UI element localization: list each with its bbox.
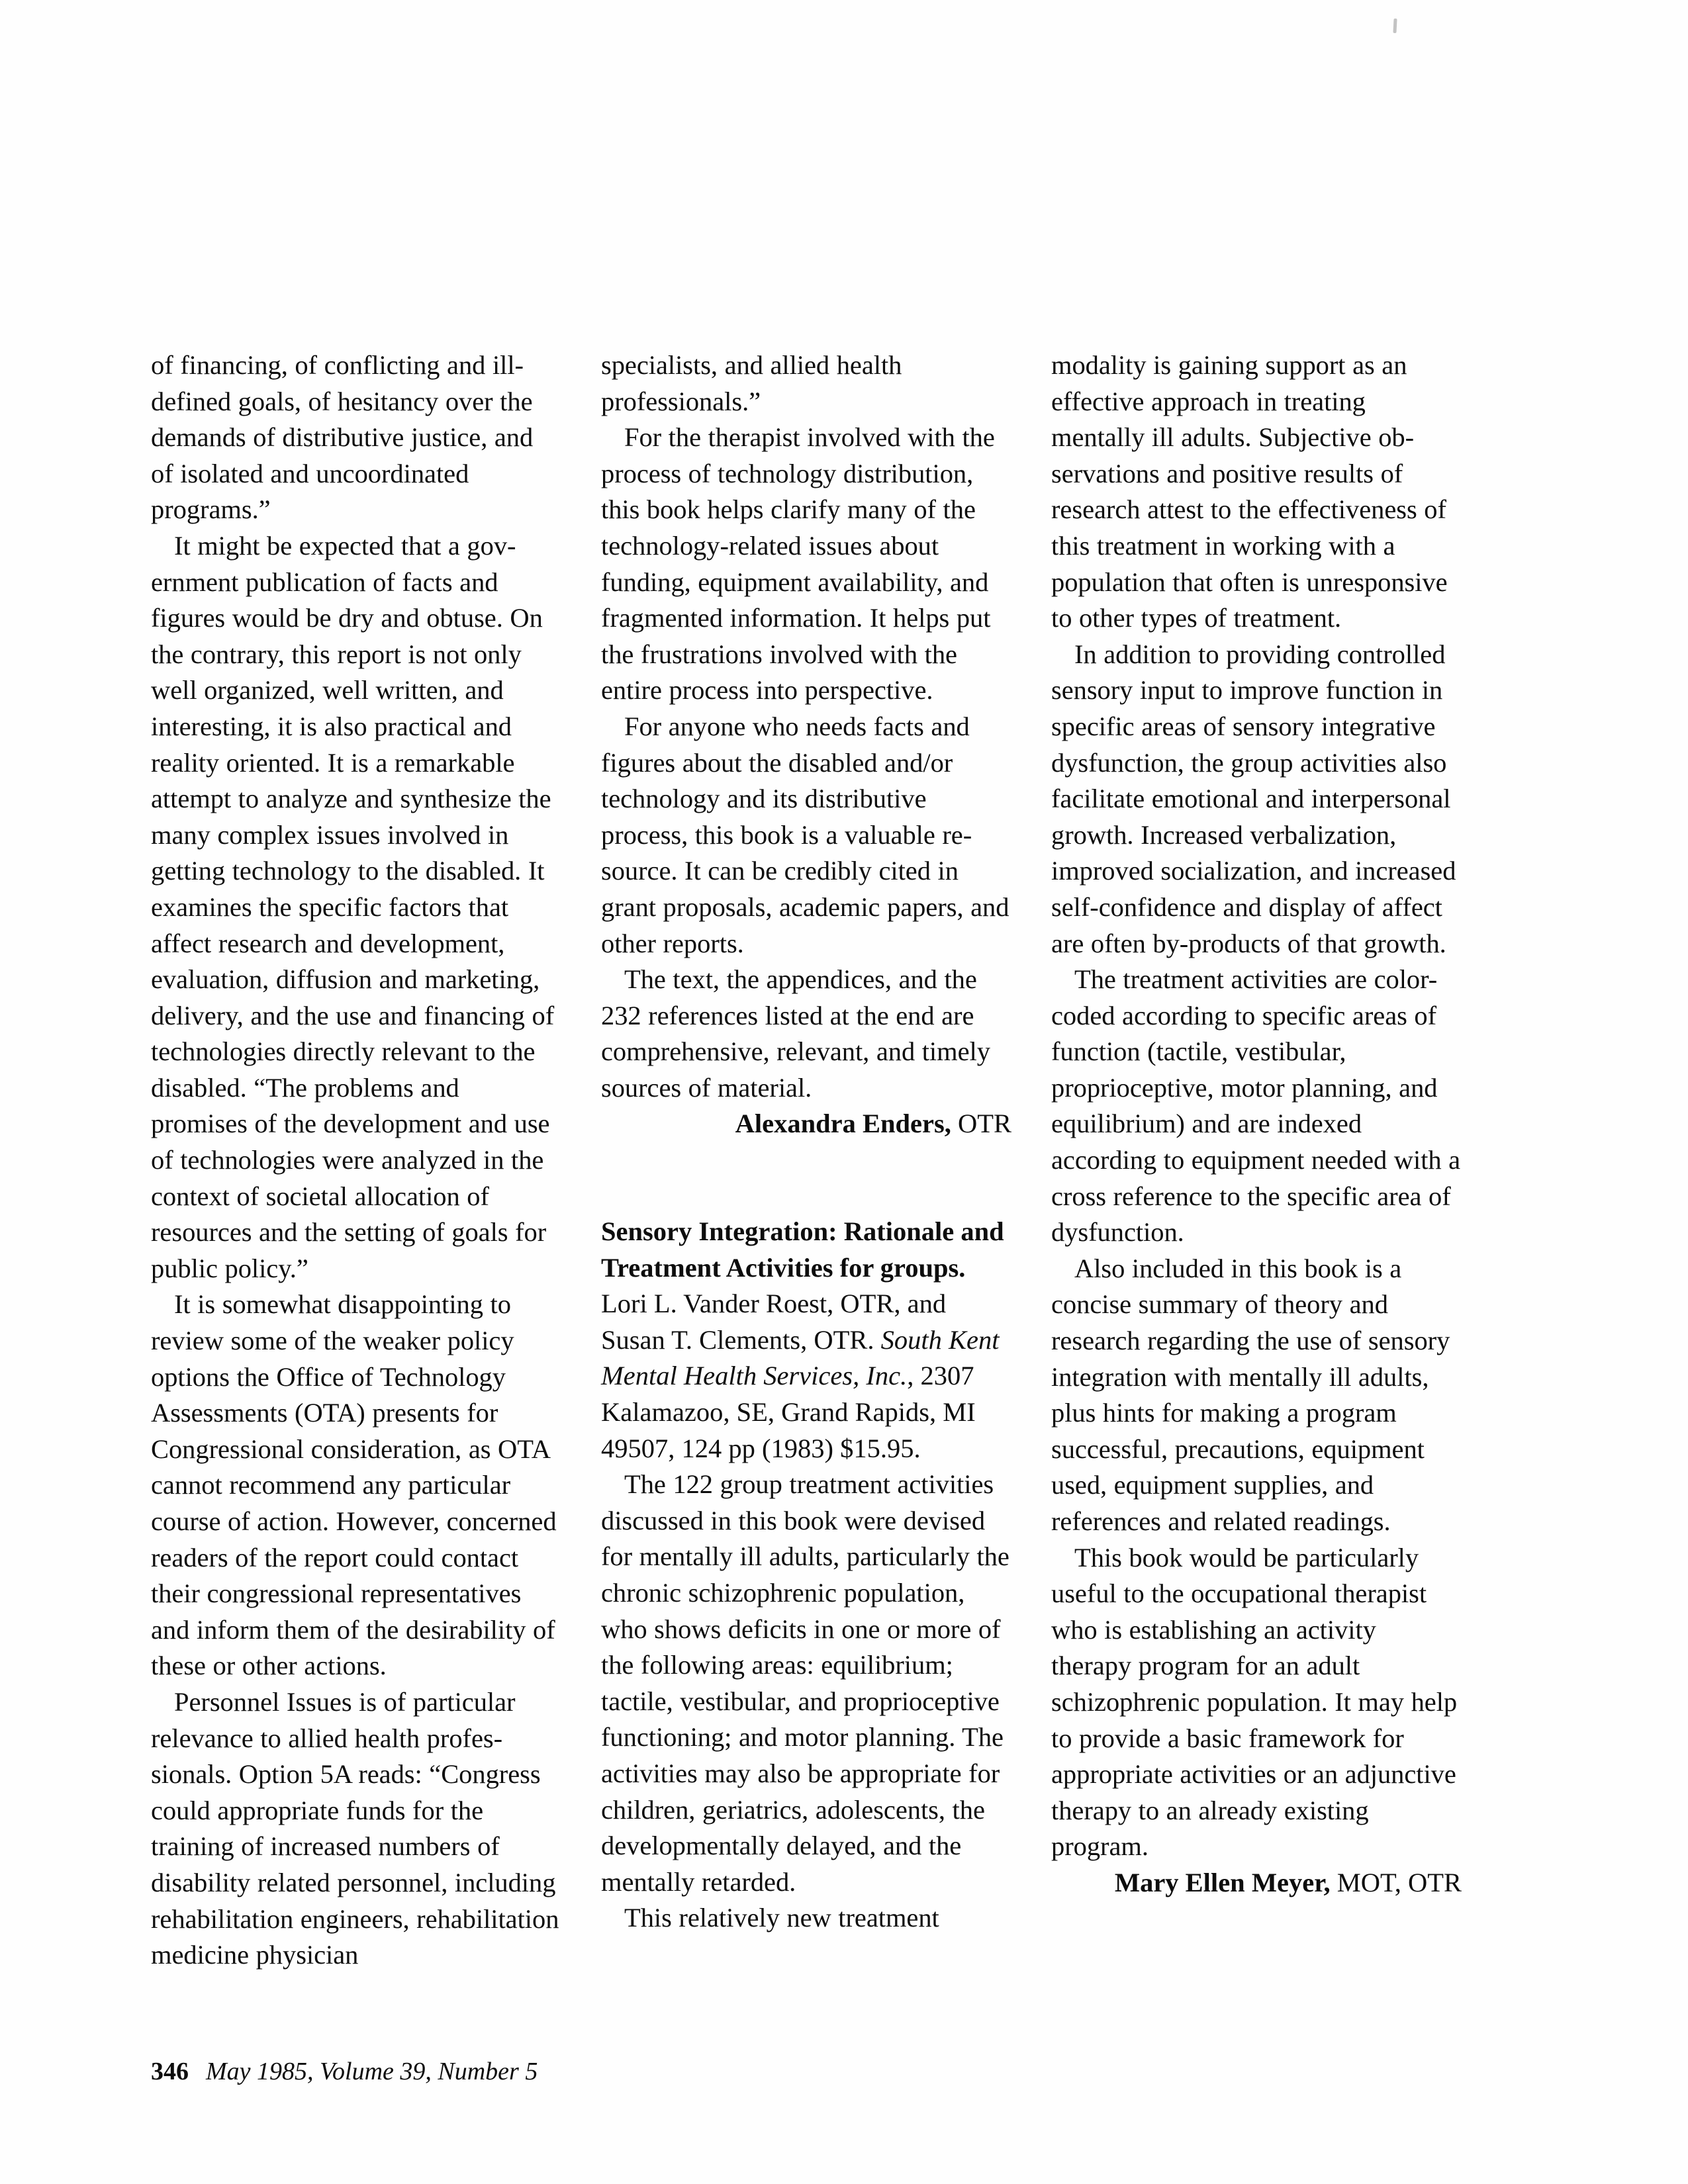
body-paragraph: For the therapist involved with the process of technology distribution, this book helps clarify many of the technology-related issues about funding, equipment availability, and fragmented information. It helps put the frustrations involved with the entire process into perspective. [601,422,995,705]
reviewer-credentials: OTR [951,1109,1011,1139]
section-spacer [601,1142,1011,1214]
body-paragraph: specialists, and allied health professionals.” [601,350,902,416]
body-paragraph: The 122 group treatment activities discussed in this book were devised for mentally ill adults, particularly the chronic schizophrenic population, who shows deficits in one or more of the following areas: equilibrium; tactile, vestibular, and proprioceptive functioning; and motor planning. The activities may also be appropriate for children, geriatrics, adolescents, the developmentally delayed, and the mentally retarded. [601,1469,1009,1897]
body-paragraph: For anyone who needs facts and figures about the disabled and/or technology and its distributive process, this book is a valuable resource. It can be credibly cited in grant proposals, academic papers, and other reports. [601,711,1009,958]
text-column-3 [1051,347,1462,1901]
body-paragraph: The text, the appendices, and the 232 references listed at the end are comprehensive, relevant, and timely sources of material. [601,964,990,1103]
text-column-1 [151,347,561,1974]
body-paragraph: modality is gaining support as an effective approach in treating mentally ill adults. Subjective observations and positive results of research attest to the effectiveness of this treatment in working with a population that often is unresponsive to other types of treatment. [1051,350,1448,633]
body-paragraph: of financing, of conflicting and ill-defined goals, of hesitancy over the demands of distributive justice, and of isolated and uncoordinated programs.” [151,350,534,525]
issue-citation: May 1985, Volume 39, Number 5 [206,2058,538,2085]
body-paragraph: This book would be particularly useful to the occupational therapist who is establishing an activity therapy program for an adult schizophrenic population. It may help to provide a basic framework for appropriate activities or an adjunctive therapy to an already existing program. [1051,1542,1458,1862]
body-paragraph: The treatment activities are color-coded according to specific areas of function (tactile, vestibular, proprioceptive, motor planning, and equilibrium) and are indexed according to equipment needed with a cross reference to the specific area of dysfunction. [1051,964,1461,1248]
book-publisher: South Kent Mental Health Services, Inc. [601,1324,1000,1391]
three-column-text-body [151,347,1541,1974]
book-title: Sensory Integration: Rationale and Treatment Activities for groups. [601,1216,1004,1283]
body-paragraph: Also included in this book is a concise summary of theory and research regarding the use of sensory integration with mentally ill adults, plus hints for making a program successful, precautions, equipment used, equipment supplies, and references and related readings. [1051,1253,1450,1536]
book-authors: Lori L. Vander Roest, OTR, and Susan T. Clements, OTR. [601,1289,947,1355]
reviewer-name: Alexandra Enders, [735,1109,951,1139]
reviewer-name: Mary Ellen Meyer, [1114,1867,1331,1897]
reviewer-byline [1051,1865,1462,1901]
book-review-heading [601,1214,1011,1467]
body-paragraph: It is somewhat disappointing to review some of the weaker policy options the Office of Technology Assessments (OTA) presents for Congressional consideration, as OTA cannot recommend any particular course of action. However, concerned readers of the report could contact their congressional representatives and inform them of the desirability of these or other actions. [151,1289,557,1681]
page-footer [151,2057,538,2086]
body-paragraph: This relatively new treatment [624,1903,939,1933]
body-paragraph: It might be expected that a government publication of facts and figures would be dry and obtuse. On the contrary, this report is not only well organized, well written, and interesting, it is also practical and reality oriented. It is a remarkable attempt to analyze and synthesize the many complex issues involved in getting technology to the disabled. It examines the specific factors that affect research and development, evaluation, diffusion and marketing, delivery, and the use and financing of technologies directly relevant to the disabled. “The problems and promises of the development and use of technologies were analyzed in the context of societal allocation of resources and the setting of goals for public policy.” [151,530,555,1283]
body-paragraph: Personnel Issues is of particular relevance to allied health professionals. Option 5A reads: “Congress could appropriate funds for the training of increased numbers of disability related personnel, including rehabilitation engineers, rehabilitation medicine physician [151,1686,559,1970]
text-column-2 [601,347,1011,1936]
reviewer-byline [601,1106,1011,1142]
reviewer-credentials: MOT, OTR [1330,1867,1462,1897]
page-number: 346 [151,2058,189,2085]
body-paragraph: In addition to providing controlled sensory input to improve function in specific areas of sensory integrative dysfunction, the group activities also facilitate emotional and interpersonal growth. Increased verbalization, improved socialization, and increased self-confidence and display of affect are often by-products of that growth. [1051,639,1456,958]
scan-artifact-speck [1393,19,1397,33]
book-imprint-details: , 2307 Kalamazoo, SE, Grand Rapids, MI 49507, 124 pp (1983) $15.95. [601,1361,976,1463]
